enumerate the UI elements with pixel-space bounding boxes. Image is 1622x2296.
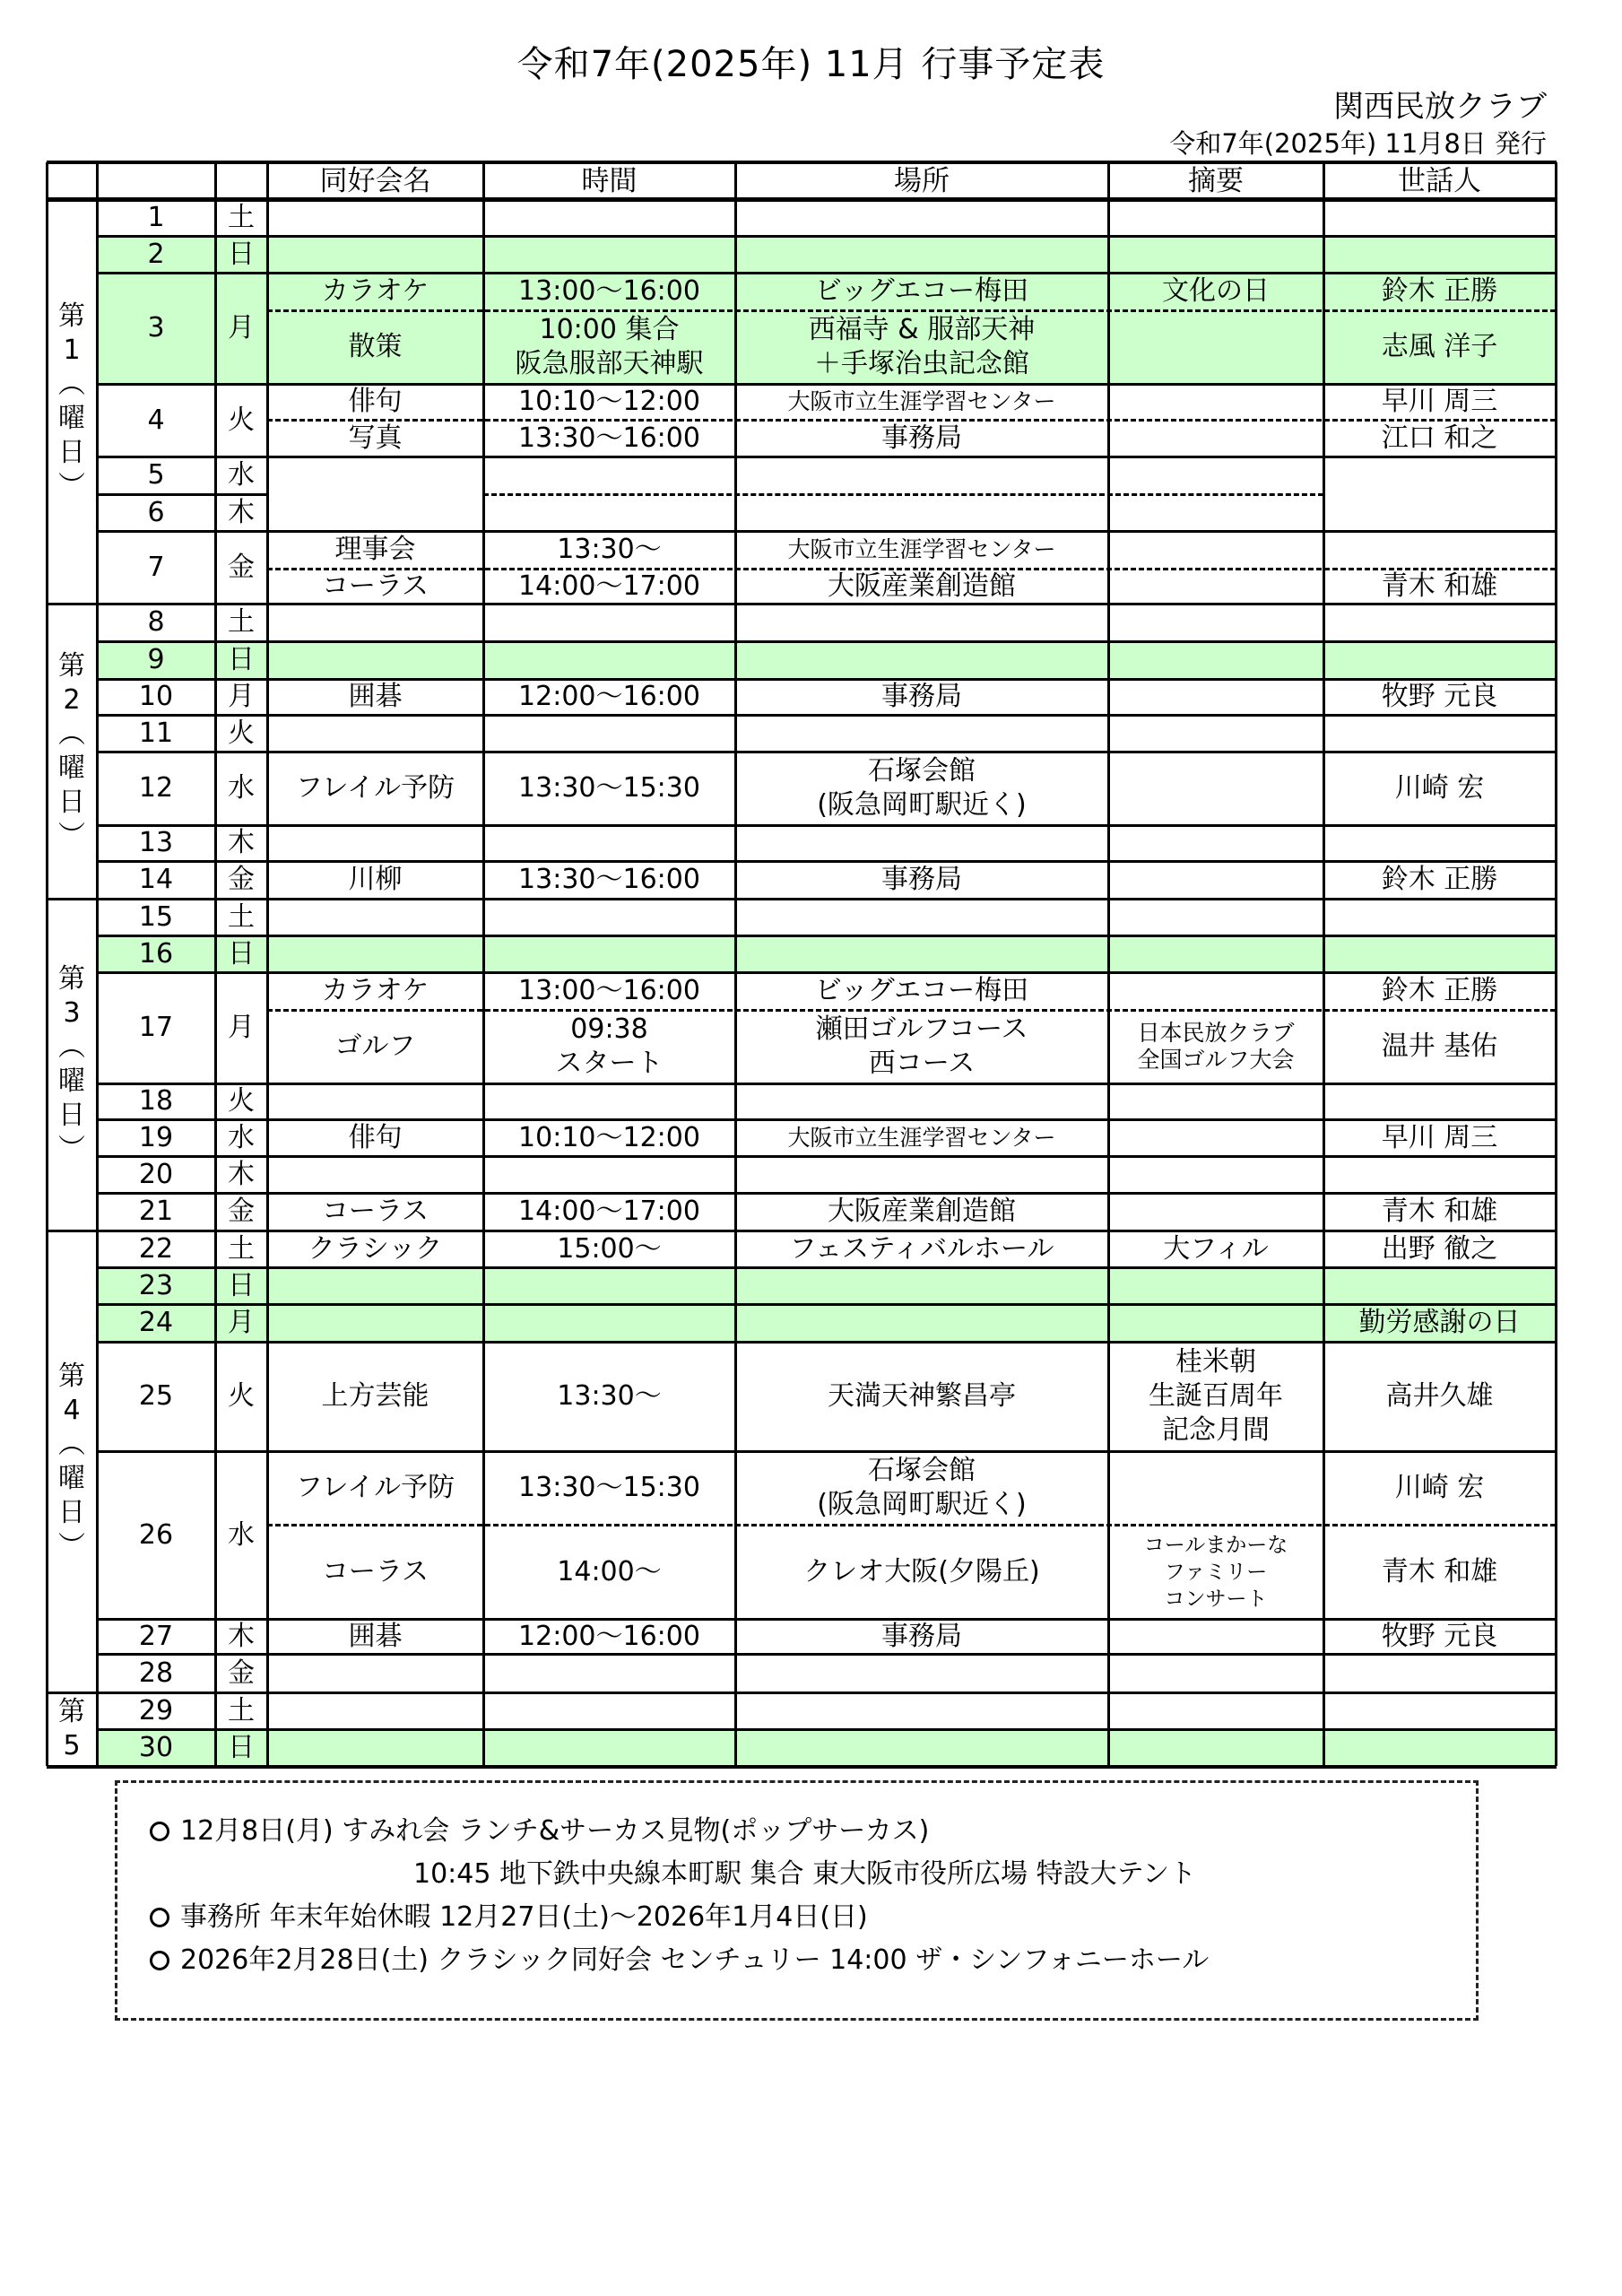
day-number: 3: [147, 312, 165, 344]
day-number: 18: [138, 1085, 174, 1117]
event-time: 13:30～16:00: [518, 422, 700, 454]
weekday: 土: [228, 900, 255, 933]
week-divider: [47, 898, 1557, 900]
holiday-row-fill: [97, 236, 1556, 273]
event-time: 10:10～12:00: [518, 1121, 700, 1153]
event-place: [735, 1304, 1108, 1342]
weekday: 金: [228, 1657, 255, 1689]
event-divider: [267, 1524, 1556, 1526]
event-place: 大阪市立生涯学習センター: [787, 388, 1056, 414]
week-label-char: 日: [58, 1496, 85, 1528]
weekday: 月: [228, 681, 255, 712]
week-label-char: 曜: [58, 402, 85, 434]
week-label-char: 2: [63, 683, 81, 716]
weekday: 土: [228, 1232, 255, 1265]
day-number: 14: [138, 864, 174, 895]
event-time: 13:30～15:30: [518, 1472, 700, 1503]
row-divider: [97, 1450, 1556, 1453]
day-number: 1: [147, 201, 165, 233]
event-time: [483, 1304, 735, 1342]
week-label: [47, 1231, 97, 1692]
week-label-char: 第: [58, 649, 85, 682]
weekday: 木: [228, 1620, 255, 1652]
event-time: 09:38 スタート: [555, 1013, 664, 1079]
day-number: 6: [147, 496, 165, 528]
week-label-char: 5: [63, 1730, 81, 1761]
day-number: 20: [138, 1158, 174, 1190]
column-divider: [1323, 162, 1325, 1766]
week-label-char: ︵: [58, 718, 85, 750]
row-divider: [97, 1118, 1556, 1121]
day-number: 28: [138, 1657, 174, 1689]
note-text: 2026年2月28日(土) クラシック同好会 センチュリー 14:00 ザ・シンフォニーホール: [180, 1944, 1210, 1976]
event-organizer: 青木 和雄: [1381, 1555, 1498, 1587]
event-time: 14:00～: [557, 1555, 662, 1587]
column-header: 場所: [894, 164, 950, 197]
event-time: 15:00～: [557, 1232, 662, 1265]
event-place: 事務局: [881, 422, 962, 454]
event-club: カラオケ: [321, 975, 429, 1006]
day-number: 24: [138, 1307, 174, 1338]
event-time: 13:00～16:00: [518, 275, 700, 307]
event-organizer: 青木 和雄: [1381, 1196, 1498, 1227]
circle-bullet-icon: [150, 1908, 169, 1927]
day-number: 27: [138, 1620, 174, 1652]
event-organizer: 早川 周三: [1381, 386, 1498, 417]
event-note: 文化の日: [1162, 275, 1270, 307]
event-divider: [267, 309, 1556, 312]
event-time: 13:30～: [557, 534, 662, 565]
row-divider: [97, 860, 1556, 863]
event-organizer: 牧野 元良: [1381, 1620, 1498, 1652]
weekday: 土: [228, 1694, 255, 1726]
event-time: 13:30～15:30: [518, 772, 700, 804]
event-organizer: 早川 周三: [1381, 1121, 1498, 1153]
row-divider: [97, 1728, 1556, 1731]
event-club: 俳句: [348, 386, 403, 417]
day-number: 26: [138, 1518, 174, 1551]
weekday: 火: [228, 404, 255, 436]
event-time: 10:10～12:00: [518, 386, 700, 417]
weekday: 金: [228, 1196, 255, 1227]
holiday-row-fill: [97, 1267, 1556, 1304]
row-divider: [97, 1155, 1556, 1158]
note-item: [150, 1943, 1209, 1979]
week-label: [47, 199, 97, 604]
row-divider: [97, 1192, 1556, 1195]
weekday: 月: [228, 1012, 255, 1043]
event-note: [1108, 569, 1323, 604]
column-divider: [734, 162, 737, 1766]
day-number: 15: [138, 900, 174, 933]
day-number: 25: [138, 1380, 174, 1412]
week-label: [47, 1692, 97, 1766]
weekday: 木: [228, 496, 255, 528]
event-organizer: 志風 洋子: [1381, 331, 1498, 362]
event-note: [1108, 531, 1323, 569]
weekday: 日: [228, 238, 255, 270]
column-header: [215, 162, 267, 199]
event-time: 14:00～17:00: [518, 1196, 700, 1227]
column-header: 摘要: [1188, 164, 1244, 197]
week-label-char: 第: [58, 1696, 85, 1727]
week-label-char: ︶: [58, 1134, 85, 1165]
event-place: フェスティバルホール: [789, 1232, 1054, 1265]
event-club: コーラス: [321, 570, 429, 602]
event-place: 石塚会館 (阪急岡町駅近く): [817, 755, 1027, 821]
day-number: 17: [138, 1012, 174, 1043]
day-number: 13: [138, 827, 174, 858]
week-label-char: 日: [58, 786, 85, 818]
event-organizer: 出野 徹之: [1381, 1232, 1498, 1265]
week-label: [47, 604, 97, 899]
event-organizer: 温井 基佑: [1381, 1031, 1498, 1062]
weekday: 火: [228, 717, 255, 749]
event-note: 日本民放クラブ 全国ゴルフ大会: [1137, 1020, 1295, 1073]
event-organizer: 勤労感謝の日: [1358, 1307, 1521, 1338]
event-note: [1108, 752, 1323, 825]
event-club: 川柳: [348, 864, 403, 895]
column-header: [47, 162, 97, 199]
row-divider: [97, 751, 1556, 753]
note-item: [150, 1813, 929, 1849]
event-time: 13:30～16:00: [518, 864, 700, 895]
event-note: [1108, 1193, 1323, 1231]
header-divider: [47, 197, 1557, 202]
event-club: コーラス: [321, 1555, 429, 1587]
organization-name: 関西民放クラブ: [1333, 89, 1547, 125]
note-text: 10:45 地下鉄中央線本町駅 集合 東大阪市役所広場 特設大テント: [413, 1858, 1197, 1890]
event-club: ゴルフ: [334, 1031, 416, 1062]
week-label-char: ︶: [58, 470, 85, 502]
week-label-char: 曜: [58, 752, 85, 784]
weekday: 土: [228, 606, 255, 638]
day-number: 10: [138, 681, 174, 712]
week-label-char: 第: [58, 1360, 85, 1392]
event-place: 大阪市立生涯学習センター: [787, 1124, 1056, 1151]
holiday-row-fill: [97, 935, 1556, 972]
weekday: 水: [228, 459, 255, 491]
row-divider: [97, 493, 267, 496]
event-place: 事務局: [881, 681, 962, 712]
row-divider: [97, 383, 1556, 386]
event-club: 散策: [348, 331, 403, 362]
week-divider: [47, 1765, 1557, 1769]
event-divider: [483, 493, 1323, 496]
week-label-char: ︵: [58, 1428, 85, 1460]
event-divider: [267, 419, 1556, 422]
event-note: 桂米朝 生誕百周年 記念月間: [1149, 1346, 1283, 1446]
weekday: 水: [228, 1121, 255, 1153]
week-label-char: ︶: [58, 1530, 85, 1562]
event-note: 大フィル: [1163, 1232, 1269, 1265]
event-time: 10:00 集合 阪急服部天神駅: [515, 314, 704, 379]
event-place: クレオ大阪(夕陽丘): [803, 1555, 1040, 1587]
event-place: 大阪産業創造館: [828, 570, 1016, 602]
event-club: フレイル予防: [295, 1472, 455, 1503]
weekday: 日: [228, 937, 255, 970]
column-header: 同好会名: [319, 164, 431, 197]
note-text: 事務所 年末年始休暇 12月27日(土)～2026年1月4日(日): [180, 1901, 868, 1933]
week-label-char: 日: [58, 436, 85, 468]
event-organizer: 川崎 宏: [1394, 772, 1485, 804]
event-club: 囲碁: [348, 681, 403, 712]
row-divider: [97, 824, 1556, 827]
week-divider: [47, 603, 1557, 605]
note-item: [150, 1900, 868, 1935]
event-organizer: 鈴木 正勝: [1381, 975, 1498, 1006]
weekday: 火: [228, 1380, 255, 1412]
week-label-char: 第: [58, 963, 85, 995]
event-note: [1108, 972, 1323, 1010]
weekday: 木: [228, 827, 255, 858]
event-time: 13:30～: [557, 1380, 662, 1412]
weekday: 水: [228, 772, 255, 804]
event-note: [1108, 1304, 1323, 1342]
week-label-char: ︶: [58, 820, 85, 852]
event-note: [1108, 420, 1323, 457]
event-organizer: 鈴木 正勝: [1381, 275, 1498, 307]
circle-bullet-icon: [150, 1822, 169, 1841]
event-organizer: 牧野 元良: [1381, 681, 1498, 712]
event-club: 写真: [348, 422, 403, 454]
note-text: 12月8日(月) すみれ会 ランチ&サーカス見物(ポップサーカス): [180, 1815, 930, 1847]
notes-box: [115, 1780, 1479, 2021]
row-divider: [97, 1341, 1556, 1344]
day-number: 16: [138, 937, 174, 970]
weekday: 金: [228, 864, 255, 895]
event-divider: [267, 1009, 1556, 1012]
day-number: 21: [138, 1196, 174, 1227]
event-place: 天満天神繁昌亭: [828, 1380, 1016, 1412]
row-divider: [97, 640, 1556, 643]
event-organizer: 鈴木 正勝: [1381, 864, 1498, 895]
day-number: 30: [138, 1731, 174, 1763]
column-divider: [266, 162, 269, 1766]
event-club: 理事会: [334, 534, 416, 565]
weekday: 木: [228, 1158, 255, 1190]
row-divider: [97, 1266, 1556, 1269]
weekday: 日: [228, 1731, 255, 1763]
row-divider: [97, 272, 1556, 274]
column-header: 世話人: [1398, 164, 1481, 197]
row-divider: [97, 678, 1556, 681]
row-divider: [97, 530, 1556, 533]
event-note: コールまかーな ファミリー コンサート: [1143, 1533, 1288, 1611]
day-number: 8: [147, 606, 165, 638]
event-organizer: 川崎 宏: [1394, 1472, 1485, 1503]
event-club: 俳句: [348, 1121, 403, 1153]
weekday: 日: [228, 644, 255, 675]
week-label-char: 1: [63, 334, 81, 366]
event-club: 囲碁: [348, 1620, 403, 1652]
event-club: 上方芸能: [321, 1380, 429, 1412]
weekday: 土: [228, 201, 255, 233]
event-note: [1108, 861, 1323, 899]
event-organizer: 江口 和之: [1381, 422, 1498, 454]
weekday: 水: [228, 1518, 255, 1551]
week-label-char: 4: [63, 1394, 81, 1426]
row-divider: [97, 235, 1556, 238]
circle-bullet-icon: [150, 1951, 169, 1970]
day-number: 2: [147, 238, 165, 270]
event-club: カラオケ: [321, 275, 429, 307]
week-label: [47, 899, 97, 1231]
week-divider: [47, 1230, 1557, 1232]
holiday-row-fill: [97, 1729, 1556, 1766]
event-organizer: 高井久雄: [1385, 1380, 1494, 1412]
event-organizer: 青木 和雄: [1381, 570, 1498, 602]
issue-date: 令和7年(2025年) 11月8日 発行: [1169, 128, 1547, 159]
event-note: [1108, 1619, 1323, 1654]
event-place: 西福寺 & 服部天神 ＋手塚治虫記念館: [808, 314, 1036, 379]
row-divider: [97, 971, 1556, 974]
day-number: 11: [138, 717, 174, 749]
row-divider: [97, 1083, 1556, 1085]
day-number: 22: [138, 1232, 174, 1265]
weekday: 火: [228, 1085, 255, 1117]
event-club: [267, 1304, 483, 1342]
week-label-char: 曜: [58, 1065, 85, 1097]
day-number: 23: [138, 1269, 174, 1301]
row-divider: [97, 1303, 1556, 1306]
event-club: コーラス: [321, 1196, 429, 1227]
table-border-top: [47, 161, 1557, 164]
week-label-char: 3: [63, 997, 81, 1029]
row-divider: [97, 935, 1556, 937]
event-place: ビッグエコー梅田: [814, 975, 1029, 1006]
event-club: フレイル予防: [295, 772, 455, 804]
event-note: [1108, 310, 1323, 384]
day-number: 29: [138, 1694, 174, 1726]
event-time: 13:00～16:00: [518, 975, 700, 1006]
column-divider: [1555, 162, 1557, 1766]
event-place: ビッグエコー梅田: [814, 275, 1029, 307]
week-label-char: 第: [58, 300, 85, 332]
weekday: 金: [228, 551, 255, 583]
week-label-char: 日: [58, 1100, 85, 1131]
day-number: 12: [138, 772, 174, 804]
event-place: 事務局: [881, 1620, 962, 1652]
event-club: クラシック: [308, 1232, 443, 1265]
row-divider: [97, 1618, 1556, 1621]
column-header: 時間: [581, 164, 638, 197]
column-header: [97, 162, 215, 199]
row-divider: [97, 714, 1556, 717]
event-place: 大阪産業創造館: [828, 1196, 1016, 1227]
row-divider: [97, 1653, 1556, 1656]
weekday: 日: [228, 1269, 255, 1301]
event-time: 12:00～16:00: [518, 681, 700, 712]
note-item-continuation: [413, 1857, 1196, 1892]
week-divider: [47, 1692, 1557, 1694]
day-number: 4: [147, 404, 165, 436]
event-note: [1108, 1451, 1323, 1525]
column-divider: [214, 162, 217, 1766]
column-divider: [482, 162, 485, 1766]
event-divider: [267, 568, 1556, 570]
page-title: 令和7年(2025年) 11月 行事予定表: [516, 44, 1106, 85]
weekday: 月: [228, 1307, 255, 1338]
event-place: 石塚会館 (阪急岡町駅近く): [817, 1455, 1027, 1520]
event-time: 12:00～16:00: [518, 1620, 700, 1652]
event-place: 大阪市立生涯学習センター: [787, 536, 1056, 562]
day-number: 7: [147, 551, 165, 583]
event-place: 事務局: [881, 864, 962, 895]
event-note: [1108, 679, 1323, 715]
week-label-char: 曜: [58, 1462, 85, 1494]
event-time: 14:00～17:00: [518, 570, 700, 602]
week-label-char: ︵: [58, 368, 85, 400]
event-organizer: [1323, 531, 1556, 569]
event-note: [1108, 1119, 1323, 1156]
row-divider: [97, 456, 1556, 458]
event-place: 瀬田ゴルフコース 西コース: [815, 1013, 1028, 1079]
week-label-char: ︵: [58, 1031, 85, 1063]
day-number: 9: [147, 644, 165, 675]
weekday: 月: [228, 312, 255, 344]
event-note: [1108, 384, 1323, 420]
day-number: 19: [138, 1121, 174, 1153]
holiday-row-fill: [97, 641, 1556, 679]
column-divider: [1107, 162, 1110, 1766]
day-number: 5: [147, 459, 165, 491]
